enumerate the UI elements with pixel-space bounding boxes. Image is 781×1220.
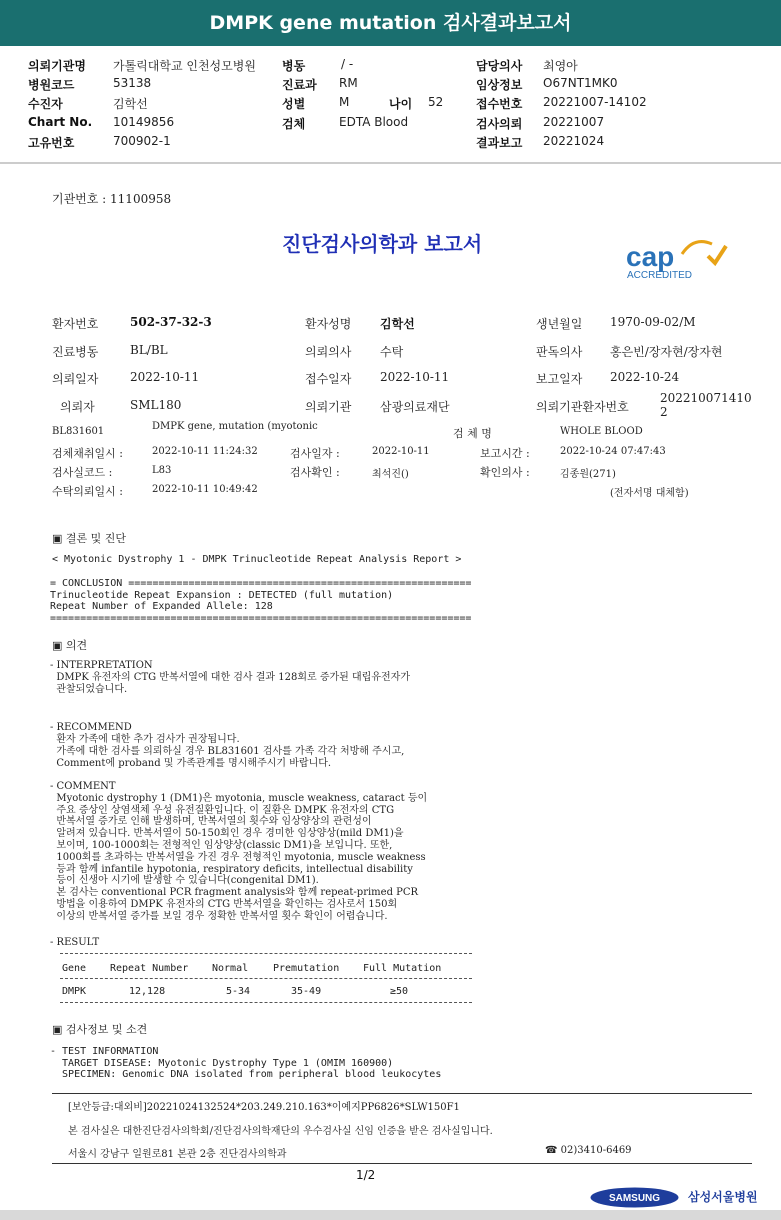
institution-number: 기관번호 : 11100958	[52, 192, 172, 206]
conclusion-line: ======================================================================	[50, 613, 472, 625]
samsung-logo	[589, 1186, 680, 1209]
value-institution-patient-no-cont: 2	[660, 405, 668, 419]
test-code: BL831601	[52, 426, 105, 437]
comment-line: 등과 함께 infantile hypotonia, respiratory deficits, intellectual disability	[50, 863, 413, 875]
label-age: 나이	[389, 97, 413, 111]
test-information-line: - TEST INFORMATION	[50, 1046, 159, 1057]
result-rule-mid	[60, 978, 472, 979]
cap-logo-icon	[624, 234, 728, 286]
result-header-full-mutation: Full Mutation	[363, 963, 442, 974]
section-info-header: ▣ 검사정보 및 소견	[52, 1023, 148, 1036]
value-unique-no: 700902-1	[113, 134, 171, 148]
header-divider	[0, 162, 781, 164]
value-age: 52	[428, 95, 444, 109]
label-requester: 의뢰자	[60, 400, 95, 414]
comment-line: Myotonic dystrophy 1 (DM1)은 myotonia, muscle weakness, cataract 등이	[50, 792, 428, 804]
label-patient-no: 환자번호	[52, 317, 99, 331]
value-chart-no: 10149856	[113, 115, 175, 129]
result-rule-bottom	[60, 1002, 472, 1003]
label-birthdate: 생년월일	[536, 317, 583, 331]
result-cell-full-mutation: ≥50	[390, 986, 409, 997]
interpretation-line: DMPK 유전자의 CTG 반복서열에 대한 검사 결과 128회로 증가된 대립유전자가	[50, 672, 410, 683]
value-ward-2: BL/BL	[130, 343, 168, 357]
comment-block	[50, 781, 427, 923]
cap-accredited-logo	[624, 234, 728, 286]
result-header-repeat: Repeat Number	[110, 963, 189, 974]
hospital-name: 삼성서울병원	[688, 1190, 758, 1204]
label-report-date: 보고일자	[536, 372, 583, 386]
value-test-request: 20221007	[543, 115, 605, 129]
conclusion-line: Trinucleotide Repeat Expansion : DETECTED (full mutation)	[50, 589, 394, 601]
label-patient: 수진자	[28, 97, 63, 111]
section-opinion-header: ▣ 의견	[52, 639, 88, 652]
label-test-date: 검사일자 :	[290, 447, 340, 460]
conclusion-line: Repeat Number of Expanded Allele: 128	[50, 601, 273, 613]
value-ward: / -	[341, 57, 354, 71]
value-patient: 김학선	[113, 97, 148, 111]
samsung-logo-icon	[589, 1186, 680, 1209]
test-information-line: TARGET DISEASE: Myotonic Dystrophy Type 1 (OMIM 160900)	[50, 1057, 394, 1069]
comment-line: 방법을 이용하여 DMPK 유전자의 CTG 반복서열을 확인하는 검사로서 150회	[50, 898, 398, 910]
value-confirming-doctor: 김종원(271)	[560, 469, 616, 480]
report-name: < Myotonic Dystrophy 1 - DMPK Trinucleotide Repeat Analysis Report >	[52, 554, 462, 565]
section-conclusion-header: ▣ 결론 및 진단	[52, 532, 127, 545]
recommend-line: 가족에 대한 검사를 의뢰하실 경우 BL831601 검사를 가족 각각 처방해 주시고,	[50, 746, 405, 757]
value-requesting-institution: 삼광의료재단	[380, 400, 450, 414]
label-test-confirm: 검사확인 :	[290, 466, 340, 479]
comment-line: 알려져 있습니다. 반복서열이 50-150회인 경우 경미한 임상양상(mild DM1)을	[50, 828, 404, 840]
comment-line: 본 검사는 conventional PCR fragment analysis와 함께 repeat-primed PCR	[50, 887, 419, 899]
label-receipt-date: 접수일자	[305, 372, 352, 386]
value-birthdate: 1970-09-02/M	[610, 315, 696, 329]
label-specimen: 검체	[282, 117, 306, 131]
label-result-report: 결과보고	[476, 136, 523, 150]
label-ward-2: 진료병동	[52, 345, 99, 359]
value-hospital-code: 53138	[113, 76, 152, 90]
value-specimen: EDTA Blood	[339, 115, 409, 129]
result-cell-premutation: 35-49	[291, 986, 322, 997]
footer-bar	[0, 1210, 781, 1220]
conclusion-line: = CONCLUSION =========================================================	[50, 578, 472, 589]
value-report-time: 2022-10-24 07:47:43	[560, 446, 666, 457]
value-institution: 가톨릭대학교 인천성모병원	[113, 59, 256, 73]
value-institution-patient-no: 202210071410	[660, 391, 752, 405]
label-sex: 성별	[282, 97, 306, 111]
value-reading-doctor: 홍은빈/장자현/장자현	[610, 345, 723, 359]
result-header-normal: Normal	[212, 963, 249, 974]
e-signature-note: (전자서명 대체함)	[610, 488, 689, 499]
comment-line: 주요 증상인 상염색체 우성 유전질환입니다. 이 질환은 DMPK 유전자의 CTG	[50, 804, 395, 816]
label-institution-patient-no: 의뢰기관환자번호	[536, 400, 629, 414]
label-physician: 담당의사	[476, 59, 523, 73]
recommend-line: - RECOMMEND	[50, 722, 132, 733]
comment-line: 보이며, 100-1000회는 전형적인 임상양상(classic DM1)을 보입니다. 또한,	[50, 839, 393, 851]
test-name: DMPK gene, mutation (myotonic	[152, 421, 318, 432]
interpretation-block	[50, 660, 410, 696]
label-order-time: 수탁의뢰일시 :	[52, 485, 123, 498]
page-number: 1/2	[356, 1168, 376, 1182]
label-ward: 병동	[282, 59, 306, 73]
comment-line: 1000회를 초과하는 반복서열을 가진 경우 전형적인 myotonia, muscle weakness	[50, 851, 426, 863]
result-rule-top	[60, 953, 472, 954]
recommend-block	[50, 722, 404, 770]
samsung-logo-text: SAMSUNG	[608, 1193, 661, 1204]
report-title: 진단검사의학과 보고서	[282, 232, 483, 256]
value-test-confirm: 최석진()	[372, 469, 409, 480]
comment-line: 반복서열 증가로 인해 발생하며, 반복서열의 횟수와 임상양상의 관련성이	[50, 816, 372, 828]
result-header-premutation: Premutation	[273, 963, 340, 974]
label-test-request: 검사의뢰	[476, 117, 523, 131]
value-patient-name: 김학선	[380, 317, 415, 331]
footer-rule-bottom	[52, 1163, 752, 1164]
label-requesting-institution: 의뢰기관	[305, 400, 352, 414]
comment-line: - COMMENT	[50, 781, 116, 792]
value-request-date: 2022-10-11	[130, 370, 200, 384]
label-confirming-doctor: 확인의사 :	[480, 466, 530, 479]
cap-brand-text: cap	[626, 241, 675, 272]
security-line: [보안등급:대외비]20221024132524*203.249.210.163*이예지PP6826*SLW150F1	[68, 1102, 460, 1113]
value-receipt-date: 2022-10-11	[380, 370, 450, 384]
interpretation-line: - INTERPRETATION	[50, 660, 153, 671]
label-department: 진료과	[282, 78, 317, 92]
test-information-line: SPECIMEN: Genomic DNA isolated from peripheral blood leukocytes	[50, 1069, 442, 1080]
result-header-gene: Gene	[62, 963, 87, 974]
comment-line: 이상의 반복서열 증가를 보일 경우 정확한 반복서열 횟수 확인이 어렵습니다.	[50, 910, 388, 922]
value-referring-doctor: 수탁	[380, 345, 404, 359]
footer-rule	[52, 1093, 752, 1094]
comment-line: 등이 신생아 시기에 발생할 수 있습니다(congenital DM1).	[50, 875, 319, 887]
interpretation-line: 관찰되었습니다.	[50, 684, 128, 695]
certification-line: 본 검사실은 대한진단검사의학회/진단검사의학재단의 우수검사실 신임 인증을 받은 검사실입니다.	[68, 1126, 493, 1137]
value-clinical-info: O67NT1MK0	[543, 76, 618, 90]
result-label: - RESULT	[50, 937, 100, 948]
label-collection-time: 검체채취일시 :	[52, 447, 123, 460]
test-information-block	[50, 1046, 441, 1081]
result-cell-normal: 5-34	[226, 986, 251, 997]
label-request-date: 의뢰일자	[52, 372, 99, 386]
value-result-report: 20221024	[543, 134, 605, 148]
label-hospital-code: 병원코드	[28, 78, 75, 92]
value-requester: SML180	[130, 398, 182, 412]
label-patient-name: 환자성명	[305, 317, 352, 331]
value-report-date: 2022-10-24	[610, 370, 680, 384]
label-specimen-name: 검 체 명	[453, 427, 492, 440]
value-department: RM	[339, 76, 358, 90]
result-cell-repeat: 12,128	[129, 986, 166, 997]
value-patient-no: 502-37-32-3	[130, 315, 212, 329]
label-report-time: 보고시간 :	[480, 447, 530, 460]
label-referring-doctor: 의뢰의사	[305, 345, 352, 359]
label-clinical-info: 임상정보	[476, 78, 523, 92]
recommend-line: 환자 가족에 대한 추가 검사가 권장됩니다.	[50, 734, 240, 745]
label-unique-no: 고유번호	[28, 136, 75, 150]
label-lab-code: 검사실코드 :	[52, 466, 113, 479]
conclusion-block	[50, 578, 471, 625]
value-specimen-name: WHOLE BLOOD	[560, 426, 643, 437]
value-receipt-no: 20221007-14102	[543, 95, 647, 109]
lab-phone: ☎ 02)3410-6469	[545, 1145, 632, 1156]
value-sex: M	[339, 95, 350, 109]
label-chart-no: Chart No.	[28, 115, 93, 129]
value-physician: 최영아	[543, 59, 578, 73]
value-test-date: 2022-10-11	[372, 446, 430, 457]
cap-accredited-text: ACCREDITED	[627, 270, 693, 281]
label-receipt-no: 접수번호	[476, 97, 523, 111]
lab-address: 서울시 강남구 일원로81 본관 2층 진단검사의학과	[68, 1149, 287, 1160]
result-cell-gene: DMPK	[62, 986, 87, 997]
page-title: DMPK gene mutation 검사결과보고서	[0, 0, 781, 46]
recommend-line: Comment에 proband 및 가족관계를 명시해주시기 바랍니다.	[50, 758, 332, 769]
label-institution: 의뢰기관명	[28, 59, 86, 73]
value-order-time: 2022-10-11 10:49:42	[152, 484, 258, 495]
label-reading-doctor: 판독의사	[536, 345, 583, 359]
value-collection-time: 2022-10-11 11:24:32	[152, 446, 258, 457]
value-lab-code: L83	[152, 465, 172, 476]
